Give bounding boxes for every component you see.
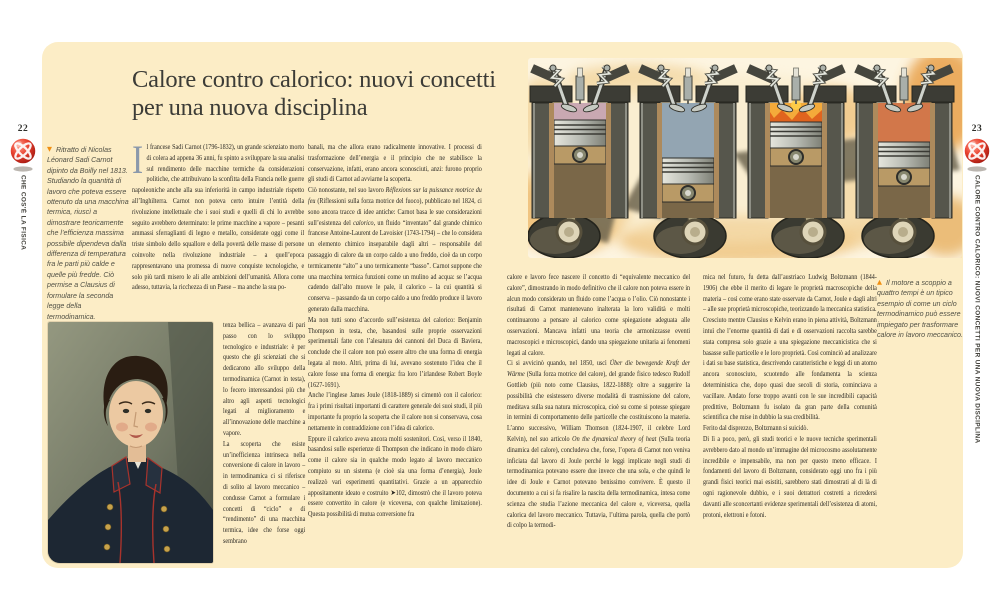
body-column-4: mica nel futuro, fu detta dall’austriaco Ludwig Boltzmann (1844-1906) che ebbe il merito di legare le proprietà macroscopiche della materia – così come erano state osservate da Carnot, Joule e dagli altri – alle sue proprietà microscopiche, teorizzando la meccanica statistica. Cresciuto mentre Clausius e Kelvin erano in piena attività, Boltzmann intuì che l’enorme quantità di dati e di osservazioni raccolta sarebbe stata compresa solo grazie a una spiegazione meccanicistica che si basasse sulle particelle e le loro proprietà. Così cominciò ad analizzare i dati su base statistica, descrivendo caratteristiche e leggi di un atomo ancora sconosciuto, scuotendo alle fondamenta la scienza deterministica che, dopo quasi due secoli di storia, cominciava a vacillare. Andato forse troppo avanti con le sue incredibili capacità predittive, Boltzmann fu isolato da gran parte della comunità scientifica che mise in dubbio la sua credibilità. Ferito dal disprezzo, Boltzmann si suicidò. Di lì a poco, però, gli studi teorici e le nuove tecniche sperimentali avrebbero dato al mondo un’immagine del microcosmo assolutamente incredibile e impensabile, ma non per questo meno efficace. I fondamenti del lavoro di Boltzmann, considerato oggi uno fra i più grandi fisici teorici mai esistiti, sarebbero stati dimostrati al di là di ogni ragionevole dubbio, e i suoi detrattori costretti a ricredersi davanti alle sconcertanti evidenze sperimentali dell’esistenza di atomi, protoni, elettroni e fotoni. (703, 272, 877, 519)
section-label-right: CALORE CONTRO CALORICO: NUOVI CONCETTI PER UNA NUOVA DISCIPLINA (973, 175, 981, 444)
body-column-1-continued: tenza bellica – avanzava di pari passo con lo sviluppo tecnologico e industriale: è per questo che gli scienziati che si dedicarono allo sviluppo della termodinamica (Carnot in testa), lo fecero interessandosi più che altro agli aspetti tecnologici legati al miglioramento e all’innovazione delle macchine a vapore. La scoperta che esiste un’inefficienza intrinseca nella conversione di calore in lavoro – in termodinamica ci si riferisce di solito al lavoro meccanico – condusse Carnot a formulare i concetti di “ciclo” e di “rendimento” di una macchina termica, idee che forse oggi sembrano (223, 320, 306, 545)
body-column-2: banali, ma che allora erano radicalmente innovative. I processi di trasformazione dell’energia e il principio che ne stabilisce la conservazione, infatti, erano ancora sconosciuti, anzi: furono proprio gli studi di Carnot ad avviarne la scoperta. Ciò nonostante, nel suo lavoro Réflexions sur la puissance motrice du feu (Riflessioni sulla forza motrice del fuoco), pubblicato nel 1824, ci sono ancora tracce di idee antiche: Carnot basa le sue considerazioni sull’esistenza del calorico, un fluido “inventato” dal grande chimico francese Antoine-Laurent de Lavoisier (1743-1794) – che lo considera un elemento chimico inseparabile dagli altri – responsabile del passaggio di calore da un corpo caldo a uno freddo, cioè da un corpo termicamente “alto” a uno termicamente “basso”. Carnot suppone che una macchina termica funzioni come un mulino ad acqua: se l’acqua cadendo dall’alto muove le pale, il calorico – la cui quantità si conserva – passando da un corpo caldo a uno freddo produce il lavoro generato dalla macchina. Ma non tutti sono d’accordo sull’esistenza del calorico: Benjamin Thompson in testa, che, basandosi sulle proprie osservazioni sperimentali fatte con l’alesatura dei cannoni del Duca di Baviera, conclude che il calore non può essere altro che una forma di energia legata al moto. Altri, prima di lui, avevano sostenuto l’idea che il calore fosse una forma di energia: fra loro l’irlandese Robert Boyle (1627-1691). Anche l’inglese James Joule (1818-1889) si cimentò con il calorico: fra i primi risultati importanti di carattere generale dei suoi studi, il più importante fu proprio la scoperta che il calore non si conservava, cosa nettamente in contraddizione con l’idea di calorico. Eppure il calorico aveva ancora molti sostenitori. Così, verso il 1840, basandosi sulle esperienze di Thompson che indicano in modo chiaro come il calore sia in qualche modo legato al lavoro meccanico compiuto su un sistema (e cioè sia una forma d’energia), Joule realizzò vari esperimenti quantitativi. Grazie a un apparecchio appositamente ideato e costruito ➤102, dimostrò che il lavoro poteva essere convertito in calore (e viceversa, con qualche limitazione). Questa possibilità di mutua conversione fra (308, 142, 482, 519)
four-stroke-engine-illustration (528, 58, 962, 258)
atom-icon (8, 137, 38, 172)
portrait-art (48, 322, 213, 563)
portrait-caption-text: Ritratto di Nicolas Léonard Sadi Carnot dipinto da Boilly nel 1813. Studiando la quantità di lavoro che poteva essere ottenuto da una macchina termica, riuscì a dimostrare teoricamente che l’efficienza massima possibile dipendeva dalla differenza di temperatura fra le parti più calde e quelle più fredde. Ciò permise a Clausius di formulare la seconda legge della termodinamica. (47, 146, 129, 321)
portrait-caption (47, 145, 131, 322)
page-number-right: 23 (971, 124, 983, 134)
body-column-3: calore e lavoro fece nascere il concetto di “equivalente meccanico del calore”, dimostrando in modo definitivo che il calore non poteva essere in alcun modo considerato un fluido come l’acqua o l’olio. Ciò nonostante i risultati di Carnot mantenevano inalterata la loro validità e molti continuarono a pensare al calorico come spiegazione adeguata alle osservazioni. Mancava infatti una teoria che armonizzasse eventi macroscopici e microscopici, dando una spiegazione unitaria ai fenomeni legati al calore. Ci si avvicinò quando, nel 1850, uscì Über die bewegende Kraft der Wärme (Sulla forza motrice del calore), del grande fisico tedesco Rudolf Gottlieb (più noto come Clausius, 1822-1888): oltre a suggerire la possibilità che esistessero diverse modalità di trasmissione del calore, meditava sulla sua natura microscopica, cioè su come si potesse spiegare in termini di comportamento delle particelle che costituiscono la materia. L’anno successivo, William Thomson (1824-1907, il celebre Lord Kelvin), nel suo articolo On the dynamical theory of heat (Sulla teoria dinamica del calore), concludeva che, forse, l’opera di Carnot non veniva inficiata dal lavoro di Joule perché le leggi implicate negli studi di termodinamica potevano essere due invece che una sola, e che quindi le idee di Joule e Carnot potevano benissimo convivere. È questo il documento a cui si fa risalire la nascita della termodinamica, intesa come scienza che studia l’azione meccanica del calore e, viceversa, quella calorica del lavoro meccanico. Tuttavia, l’ultima parola, quella che portò di colpo la termodi- (507, 272, 691, 530)
body-column-1 (132, 142, 304, 320)
carnot-portrait-painting (48, 322, 213, 563)
engine-caption (877, 278, 963, 340)
drop-cap: I (132, 142, 144, 182)
caption-marker-up-icon: ▲ (877, 278, 882, 286)
body-column-1-text: l francese Sadi Carnot (1796-1832), un grande scienziato morto di colera ad appena 36 anni, fu spinto a sviluppare la sua analisi sul rendimento delle macchine termiche da considerazioni politiche, che attribuivano la sconfitta della Francia nelle guerre napoleoniche anche alla sua inferiorità in campo industriale rispetto all’Inghilterra. Carnot non poteva certo intuire l’entità della rivoluzione intellettuale che i suoi studi e quelli di chi lo avrebbe seguito avrebbero determinato: le prime macchine a vapore – pesanti ammassi sferraglianti di legno e metallo, considerate oggi come il triste simbolo dello squallore e della povertà delle masse di persone coinvolte nella rivoluzione industriale – a quell’epoca rappresentavano una promessa di nuove conquiste tecnologiche, e solo più tardi misero le ali alle ambizioni dell’umanità. Allora come adesso, tuttavia, la ricchezza di un Paese – ma anche la sua po- (132, 142, 305, 292)
section-label-left: CHE COS'È LA FISICA (19, 175, 27, 251)
caption-marker-down-icon: ▼ (47, 145, 52, 153)
right-page-edge-tab (960, 124, 994, 457)
book-spread (42, 42, 963, 568)
page-number-left: 22 (17, 124, 29, 134)
engine-caption-text: Il motore a scoppio a quattro tempi è un tipico esempio di come un ciclo termodinamico può essere impiegato per trasformare calore in lavoro meccanico. (877, 279, 963, 340)
article-title: Calore contro calorico: nuovi concetti per una nuova disciplina (132, 66, 496, 121)
left-page-edge-tab (6, 124, 40, 267)
atom-icon (962, 137, 992, 172)
